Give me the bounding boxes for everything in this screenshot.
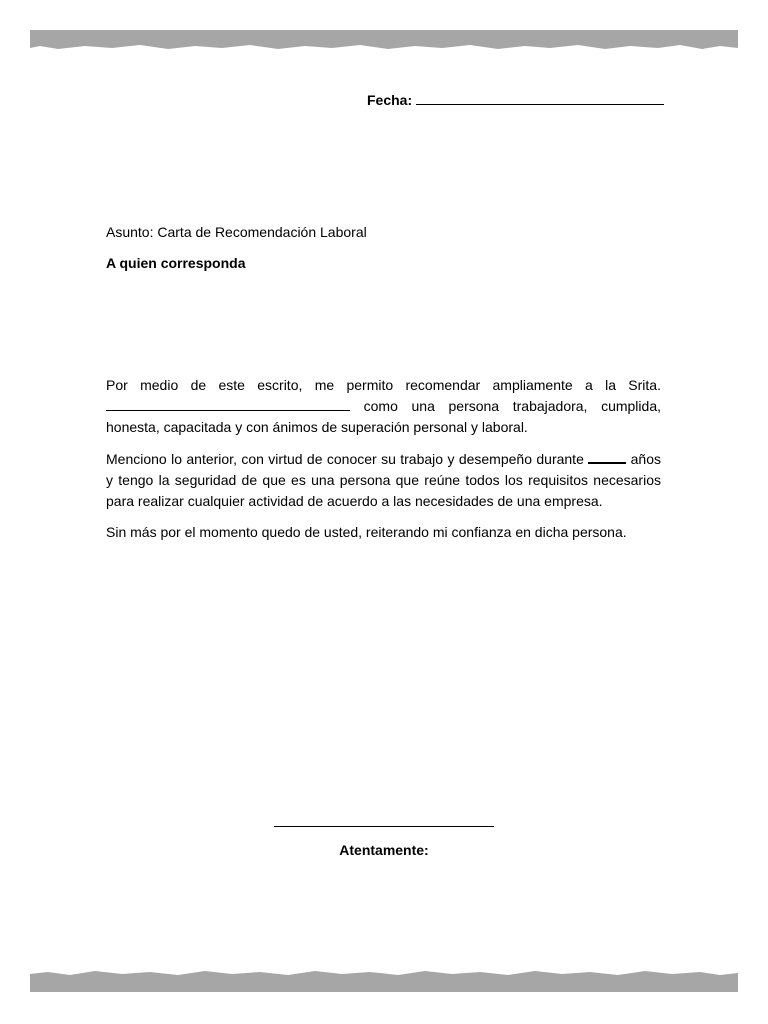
date-blank[interactable] (416, 90, 664, 105)
paragraph-2-start: Menciono lo anterior, con virtud de conocer su trabajo y desempeño durante (106, 451, 584, 467)
subject-line: Asunto: Carta de Recomendación Laboral (106, 224, 367, 240)
top-decorative-band (30, 30, 738, 52)
date-label: Fecha: (367, 92, 413, 108)
bottom-decorative-band (30, 970, 738, 992)
salutation: A quien corresponda (106, 255, 246, 271)
paragraph-2-end: años y tengo la seguridad de que es una persona que reúne todos los requisitos necesarios para realizar cualquier actividad de acuerdo a las necesidades de una empresa. (106, 451, 661, 509)
date-line (367, 90, 664, 108)
paragraph-1-start: Por medio de este escrito, me permito recomendar ampliamente a la Srita. (106, 377, 661, 393)
paragraph-1 (106, 375, 661, 438)
letter-body (106, 375, 661, 553)
paragraph-3: Sin más por el momento quedo de usted, reiterando mi confianza en dicha persona. (106, 524, 627, 540)
years-blank[interactable] (588, 448, 626, 464)
name-blank[interactable] (106, 396, 350, 411)
bottom-band-shape (30, 970, 738, 992)
closing-text: Atentamente: (339, 842, 429, 858)
top-band-shape (30, 30, 738, 52)
paragraph-1-end: como una persona trabajadora, cumplida, honesta, capacitada y con ánimos de superación personal y laboral. (106, 398, 661, 435)
paragraph-2 (106, 448, 661, 512)
signature-line[interactable] (274, 826, 494, 827)
